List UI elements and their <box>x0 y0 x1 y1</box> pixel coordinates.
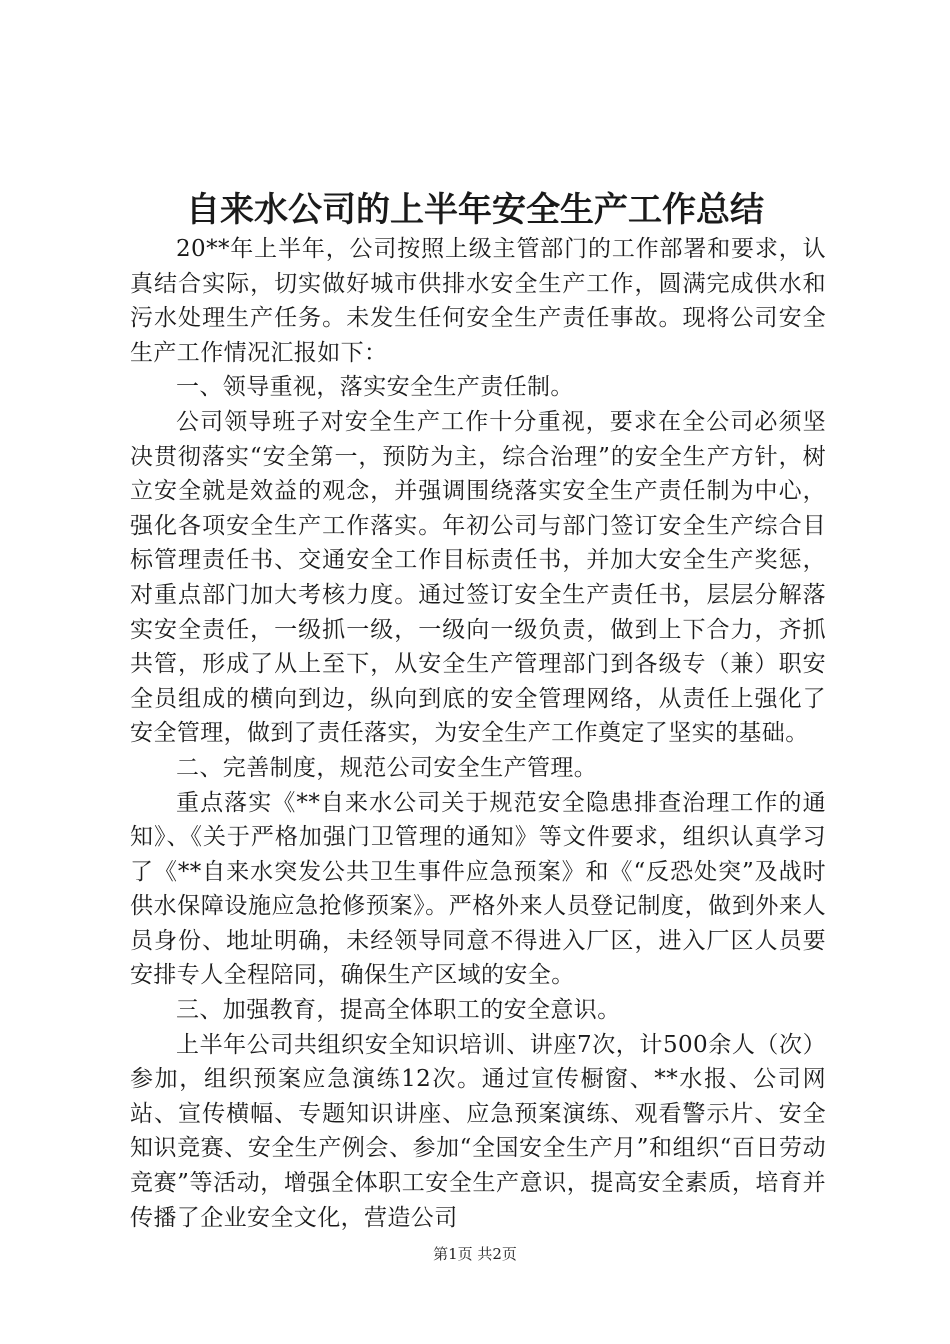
document-title: 自来水公司的上半年安全生产工作总结 <box>186 190 764 230</box>
section-heading-3: 三、加强教育，提高全体职工的安全意识。 <box>176 997 621 1024</box>
paragraph-section-2: 重点落实《**自来水公司关于规范安全隐患排查治理工作的通知》、《关于严格加强门卫管理的通知》等文件要求，组织认真学习了《**自来水突发公共卫生事件应急预案》和《“反恐处突”及战时供水保障设施应急抢修预案》。严格外来人员登记制度，做到外来人员身份、地址明确，未经领导同意不得进入厂区，进入厂区人员要安排专人全程陪同，确保生产区域的安全。 <box>130 789 826 989</box>
paragraph-section-3: 上半年公司共组织安全知识培训、讲座7次，计500余人（次）参加，组织预案应急演练12次。通过宣传橱窗、**水报、公司网站、宣传横幅、专题知识讲座、应急预案演练、观看警示片、安全知识竞赛、安全生产例会、参加“全国安全生产月”和组织“百日劳动竞赛”等活动，增强全体职工安全生产意识，提高安全素质，培育并传播了企业安全文化，营造公司 <box>130 1031 826 1231</box>
page-number-footer: 第1页 共2页 <box>433 1245 517 1263</box>
paragraph-intro: 20**年上半年，公司按照上级主管部门的工作部署和要求，认真结合实际，切实做好城市供排水安全生产工作，圆满完成供水和污水处理生产任务。未发生任何安全生产责任事故。现将公司安全生产工作情况汇报如下： <box>130 236 826 366</box>
section-heading-1: 一、领导重视，落实安全生产责任制。 <box>176 374 574 401</box>
paragraph-section-1: 公司领导班子对安全生产工作十分重视，要求在全公司必须坚决贯彻落实“安全第一，预防为主，综合治理”的安全生产方针，树立安全就是效益的观念，并强调围绕落实安全生产责任制为中心，强化各项安全生产工作落实。年初公司与部门签订安全生产综合目标管理责任书、交通安全工作目标责任书，并加大安全生产奖惩，对重点部门加大考核力度。通过签订安全生产责任书，层层分解落实安全责任，一级抓一级，一级向一级负责，做到上下合力，齐抓共管，形成了从上至下，从安全生产管理部门到各级专（兼）职安全员组成的横向到边，纵向到底的安全管理网络，从责任上强化了安全管理，做到了责任落实，为安全生产工作奠定了坚实的基础。 <box>130 408 826 747</box>
document-body <box>130 232 826 1235</box>
section-heading-2: 二、完善制度，规范公司安全生产管理。 <box>176 754 598 781</box>
